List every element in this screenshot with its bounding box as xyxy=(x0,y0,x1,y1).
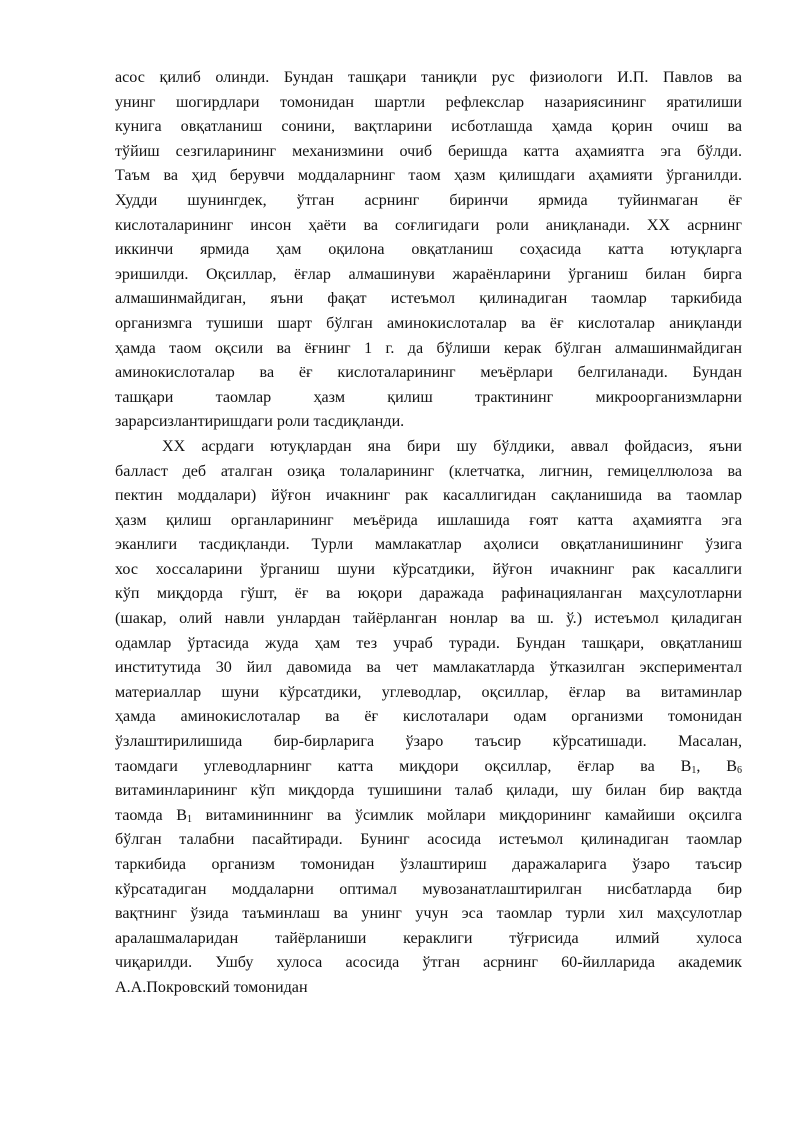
text-line: ўзлаштирилишида бир-бирларига ўзаро таъсир кўрсатишади. Масалан, xyxy=(115,733,742,751)
text-line: кислоталарининг инсон ҳаёти ва соғлигидаги роли аниқланади. XX асрнинг xyxy=(115,216,742,234)
document-page xyxy=(115,66,742,1001)
text-line: (шакар, олий навли унлардан тайёрланган нонлар ва ш. ў.) истеъмол қиладиган xyxy=(115,610,742,628)
text-line: кўп миқдорда гўшт, ёғ ва юқори даражада рафинацияланган маҳсулотларни xyxy=(115,585,742,603)
text-line: институтида 30 йил давомида ва чет мамлакатларда ўтказилган экспериментал xyxy=(115,659,742,677)
text-line: вақтнинг ўзида таъминлаш ва унинг учун эса таомлар турли хил маҳсулотлар xyxy=(115,905,742,923)
text-line: алмашинмайдиган, яъни фақат истеъмол қилинадиган таомлар таркибида xyxy=(115,290,742,308)
text-line: кунига овқатланиш сонини, вақтларини исботлашда ҳамда қорин очиш ва xyxy=(115,118,742,136)
text-line: бўлган талабни пасайтиради. Бунинг асосида истеъмол қилинадиган таомлар xyxy=(115,831,742,849)
text-line: Таъм ва ҳид берувчи моддаларнинг таом ҳазм қилишдаги аҳамияти ўрганилди. xyxy=(115,167,742,185)
text-line: XX асрдаги ютуқлардан яна бири шу бўлдики, аввал фойдасиз, яъни xyxy=(162,437,742,455)
text-line-vitamins-b1-b6 xyxy=(115,755,742,780)
text-line: асос қилиб олинди. Бундан ташқари таниқли рус физиологи И.П. Павлов ва xyxy=(115,69,742,86)
text-line: унинг шогирдлари томонидан шартли рефлекслар назариясининг яратилиши xyxy=(115,93,742,111)
subscript-6: 6 xyxy=(737,764,742,776)
text-line: ҳамда таом оқсили ва ёғнинг 1 г. да бўлиши керак бўлган алмашинмайдиган xyxy=(115,339,742,357)
text-line: Худди шунингдек, ўтган асрнинг биринчи ярмида туйинмаган ёғ xyxy=(115,191,742,209)
text-line: ҳамда аминокислоталар ва ёғ кислоталари одам организми томонидан xyxy=(115,708,742,726)
subscript-1: 1 xyxy=(186,813,192,825)
text-line: материаллар шуни кўрсатдики, углеводлар, оқсиллар, ёғлар ва витаминлар xyxy=(115,683,742,701)
text-segment: таомда B xyxy=(115,806,187,824)
text-line: ҳазм қилиш органларининг меъёрида ишлашида ғоят катта аҳамиятга эга xyxy=(115,511,742,529)
text-line: аралашмаларидан тайёрланиши кераклиги тўғрисида илмий хулоса xyxy=(115,929,742,947)
text-line: зарарсизлантиришдаги роли тасдиқланди. xyxy=(115,413,405,431)
text-line: А.А.Покровский томонидан xyxy=(115,978,308,996)
text-line: эришилди. Оқсиллар, ёғлар алмашинуви жараёнларини ўрганиш билан бирга xyxy=(115,265,742,283)
text-line: тўйиш сезгиларининг механизмини очиб беришда катта аҳамиятга эга бўлди. xyxy=(115,142,742,160)
text-line: балласт деб аталган озиқа толаларининг (клетчатка, лигнин, гемицеллюлоза ва xyxy=(115,462,742,480)
text-segment: витамининнинг ва ўсимлик мойлари миқдорининг камайиши оқсилга xyxy=(191,806,742,824)
text-line: чиқарилди. Ушбу хулоса асосида ўтган асрнинг 60-йилларида академик xyxy=(115,954,742,972)
text-line-vitamin-b1 xyxy=(115,804,742,829)
text-line: пектин моддалари) йўғон ичакнинг рак касаллигидан сақланишида ва таомлар xyxy=(115,487,742,505)
text-line: одамлар ўртасида жуда ҳам тез учраб туради. Бундан ташқари, овқатланиш xyxy=(115,634,742,652)
text-line: кўрсатадиган моддаларни оптимал мувозанатлаштирилган нисбатларда бир xyxy=(115,880,742,898)
text-segment: , B xyxy=(696,757,737,775)
subscript-1: 1 xyxy=(691,764,697,776)
text-line: ташқари таомлар ҳазм қилиш трактининг микроорганизмларни xyxy=(115,388,742,406)
text-segment: таомдаги углеводларнинг катта миқдори оқсиллар, ёғлар ва B xyxy=(115,757,692,775)
text-line: хос хоссаларини ўрганиш шуни кўрсатдики, йўғон ичакнинг рак касаллиги xyxy=(115,560,742,578)
text-line: эканлиги тасдиқланди. Турли мамлакатлар аҳолиси овқатланишининг ўзига xyxy=(115,536,742,554)
text-line: аминокислоталар ва ёғ кислоталарининг меъёрлари белгиланади. Бундан xyxy=(115,364,742,382)
text-line: иккинчи ярмида ҳам оқилона овқатланиш соҳасида катта ютуқларга xyxy=(115,241,742,259)
text-line: витаминларининг кўп миқдорда тушишини талаб қилади, шу билан бир вақтда xyxy=(115,782,742,800)
text-line: таркибида организм томонидан ўзлаштириш даражаларига ўзаро таъсир xyxy=(115,856,742,873)
paragraph-2 xyxy=(115,435,742,1001)
paragraph-1 xyxy=(115,66,742,435)
text-line: организмга тушиши шарт бўлган аминокислоталар ва ёғ кислоталар аниқланди xyxy=(115,314,742,332)
